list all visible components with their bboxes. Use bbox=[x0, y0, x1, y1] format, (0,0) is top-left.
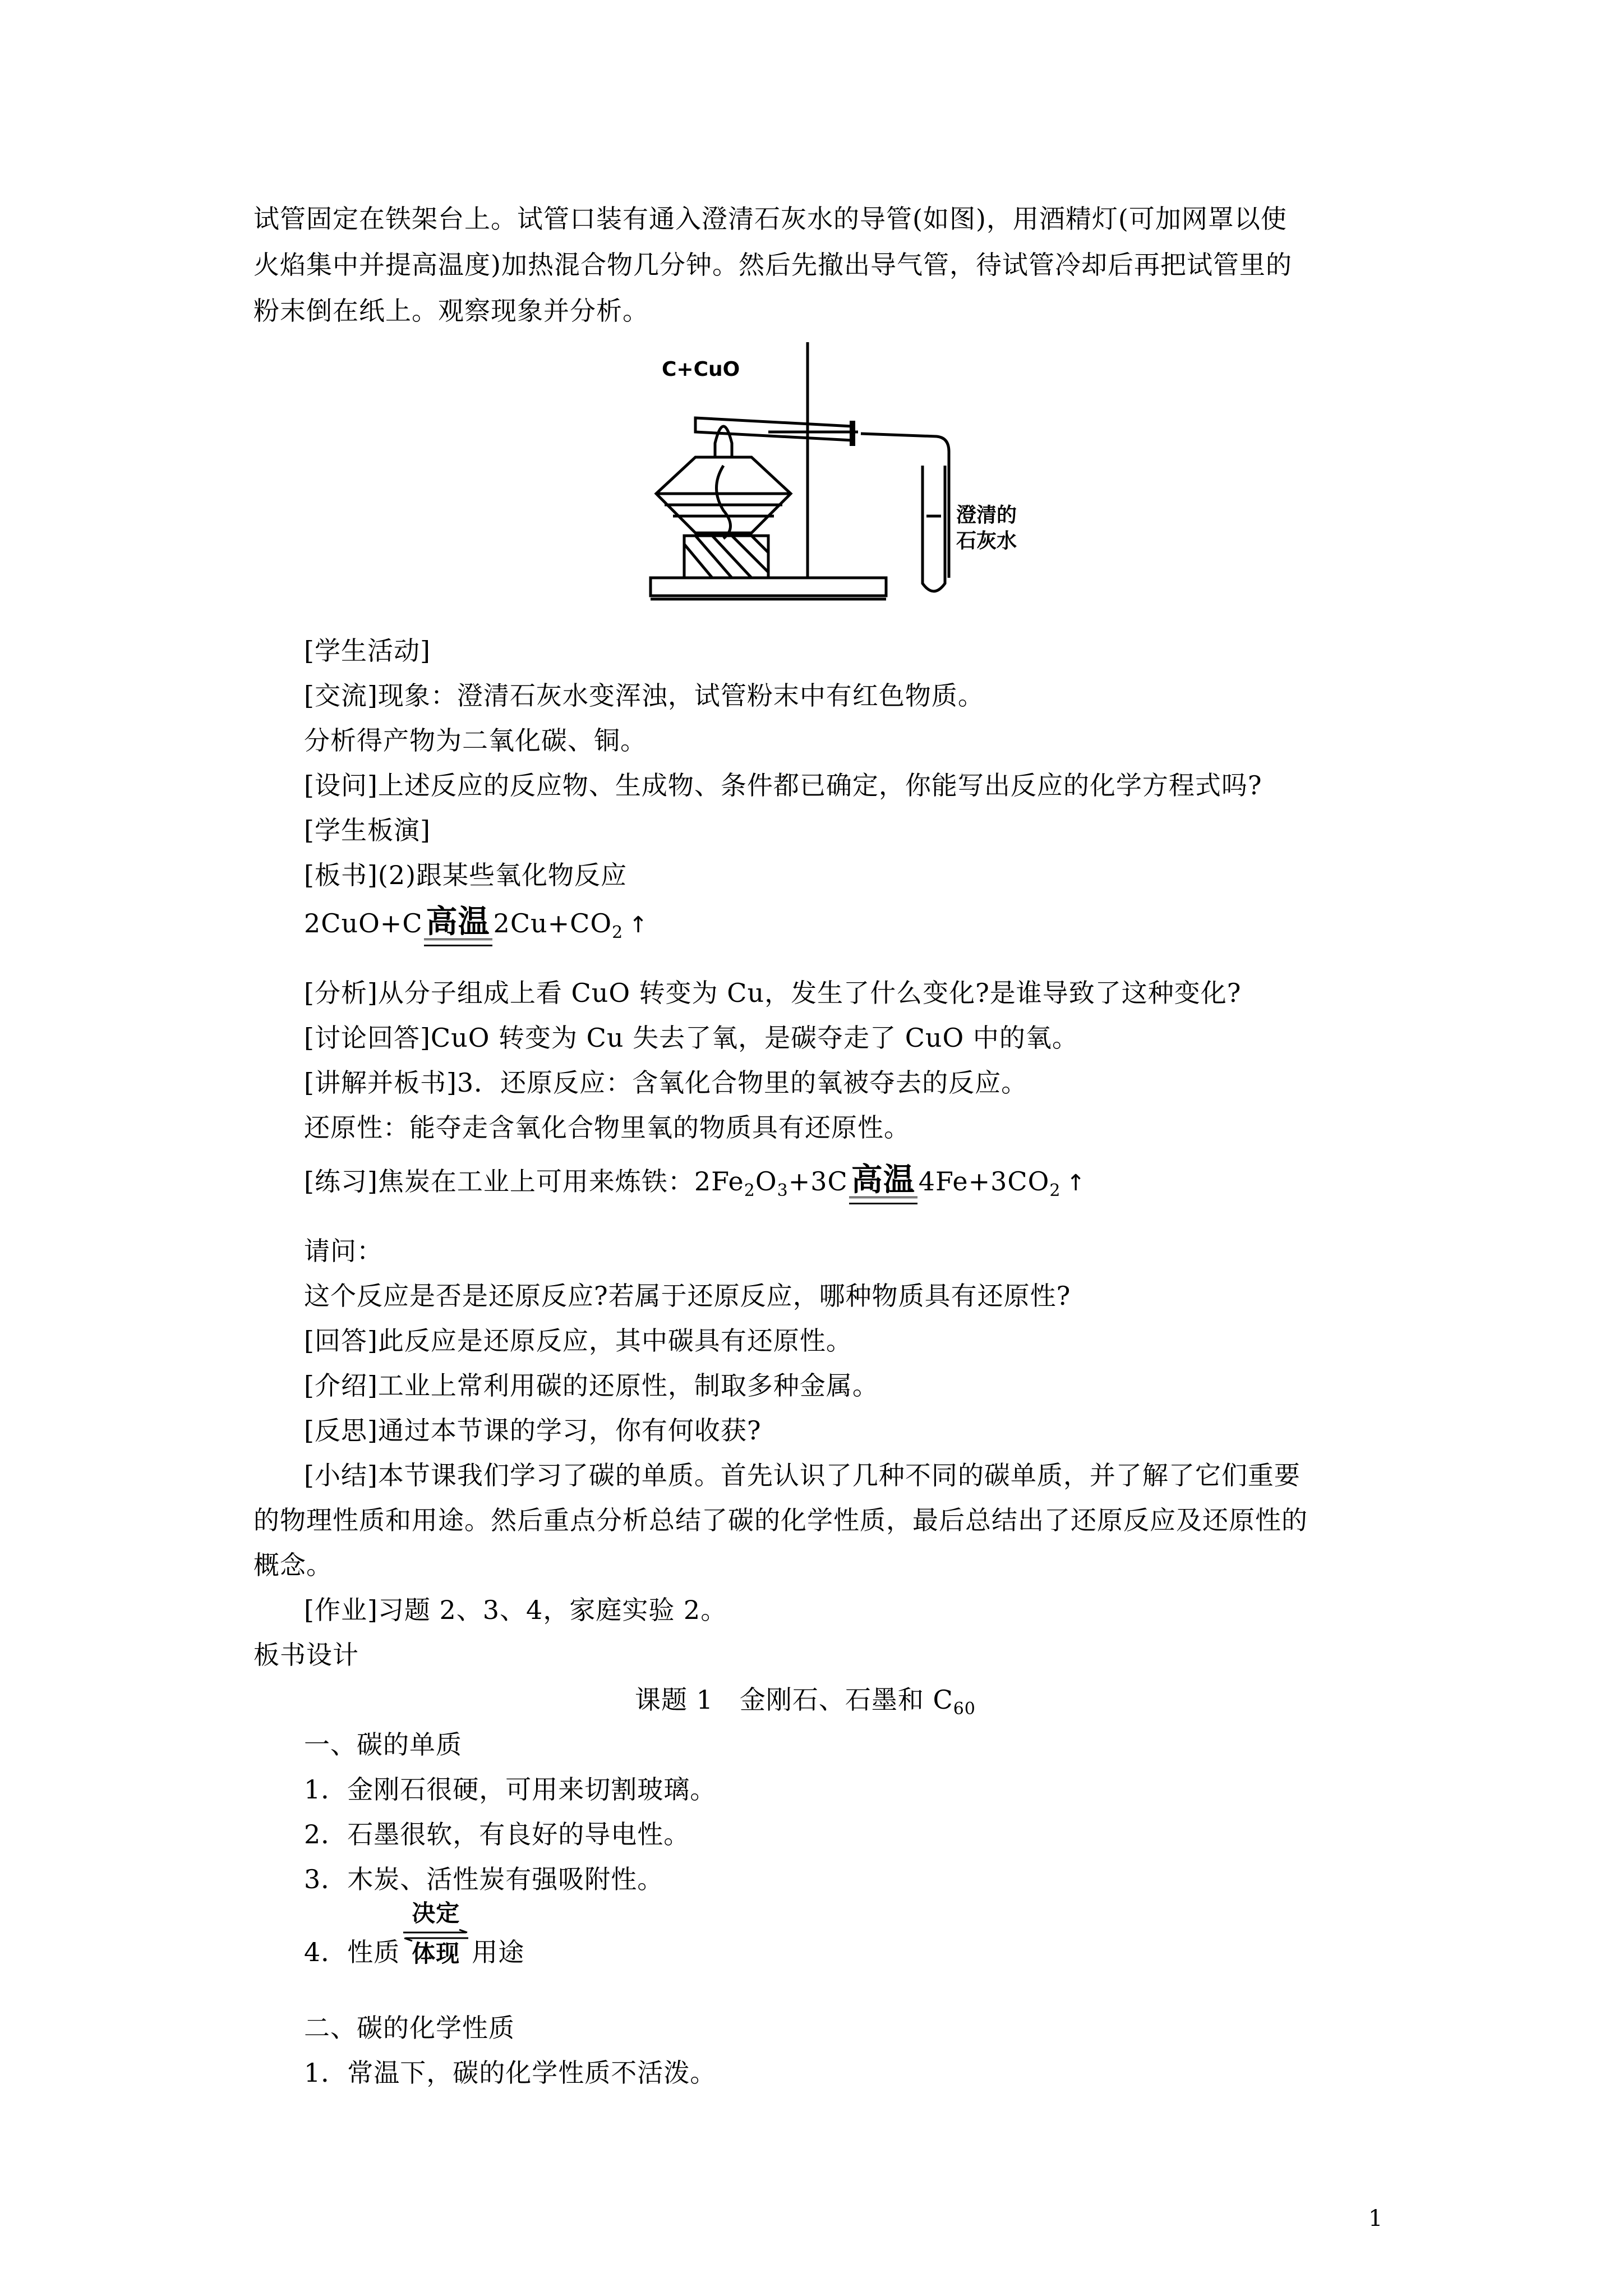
intro-line-1: 试管固定在铁架台上。试管口装有通入澄清石灰水的导管(如图)，用酒精灯(可加网罩以使 bbox=[253, 204, 1287, 234]
exercise-prefix: [练习]焦炭在工业上可用来炼铁：2Fe bbox=[304, 1166, 744, 1197]
exercise-sub2: 3 bbox=[777, 1181, 789, 1200]
relation-arrows bbox=[401, 1899, 471, 1969]
eq1-right-sub: 2 bbox=[612, 923, 624, 942]
apparatus-figure bbox=[639, 331, 1017, 611]
exercise-right-sub: 2 bbox=[1049, 1181, 1061, 1200]
exercise-mid1: O bbox=[755, 1166, 777, 1197]
board-design-heading: 板书设计 bbox=[253, 1640, 359, 1670]
ask-question: 这个反应是否是还原反应?若属于还原反应，哪种物质具有还原性? bbox=[304, 1281, 1071, 1311]
board-title-sub: 60 bbox=[953, 1699, 976, 1719]
discussion-line: [讨论回答]CuO 转变为 Cu 失去了氧，是碳夺走了 CuO 中的氧。 bbox=[304, 1023, 1078, 1053]
board-item-4 bbox=[304, 1899, 525, 1980]
label-limewater-1: 澄清的 bbox=[956, 504, 1017, 527]
board-item-1: 1．金刚石很硬，可用来切割玻璃。 bbox=[304, 1774, 717, 1805]
board-item-4-suffix: 用途 bbox=[472, 1937, 525, 1967]
eq1-left: 2CuO+C bbox=[304, 908, 423, 938]
relation-top-label: 决定 bbox=[412, 1899, 460, 1927]
ask-line: 请问： bbox=[304, 1236, 383, 1266]
exercise-line bbox=[304, 1164, 1086, 1200]
question-line: [设问]上述反应的反应物、生成物、条件都已确定，你能写出反应的化学方程式吗? bbox=[304, 770, 1262, 800]
summary-line-2: 的物理性质和用途。然后重点分析总结了碳的化学性质，最后总结出了还原反应及还原性的 bbox=[253, 1505, 1308, 1535]
board-item-j1: 1．常温下，碳的化学性质不活泼。 bbox=[304, 2058, 717, 2088]
exercise-sub1: 2 bbox=[744, 1181, 755, 1200]
board-item-2: 2．石墨很软，有良好的导电性。 bbox=[304, 1819, 690, 1849]
reflect-line: [反思]通过本节课的学习，你有何收获? bbox=[304, 1415, 762, 1446]
double-arrow-icon bbox=[401, 1930, 471, 1941]
label-limewater-2: 石灰水 bbox=[956, 530, 1017, 553]
board-item-3: 3．木炭、活性炭有强吸附性。 bbox=[304, 1864, 664, 1894]
board-item-4-prefix: 4．性质 bbox=[304, 1937, 400, 1967]
equation-1 bbox=[304, 906, 648, 942]
answer-line: [回答]此反应是还原反应，其中碳具有还原性。 bbox=[304, 1326, 852, 1356]
analysis-line: [分析]从分子组成上看 CuO 转变为 Cu，发生了什么变化?是谁导致了这种变化? bbox=[304, 978, 1242, 1008]
exercise-condition: 高温 bbox=[849, 1164, 917, 1198]
board-heading-2: 二、碳的化学性质 bbox=[304, 2013, 515, 2043]
analysis-products: 分析得产物为二氧化碳、铜。 bbox=[304, 725, 647, 756]
summary-line-3: 概念。 bbox=[253, 1550, 333, 1580]
student-activity: [学生活动] bbox=[304, 636, 431, 666]
exercise-right: 4Fe+3CO bbox=[918, 1166, 1050, 1197]
board-2: [板书](2)跟某些氧化物反应 bbox=[304, 860, 628, 890]
board-title-text: 课题 1 金刚石、石墨和 C bbox=[635, 1685, 953, 1715]
board-heading-1: 一、碳的单质 bbox=[304, 1729, 462, 1760]
homework-line: [作业]习题 2、3、4，家庭实验 2。 bbox=[304, 1595, 727, 1625]
relation-bottom-label: 体现 bbox=[412, 1940, 460, 1967]
student-board: [学生板演] bbox=[304, 815, 431, 845]
eq1-gas-arrow: ↑ bbox=[629, 912, 648, 938]
label-reactants: C+CuO bbox=[662, 358, 740, 381]
exchange-line: [交流]现象：澄清石灰水变浑浊，试管粉末中有红色物质。 bbox=[304, 680, 984, 711]
board-title bbox=[635, 1683, 976, 1717]
summary-line-1: [小结]本节课我们学习了碳的单质。首先认识了几种不同的碳单质，并了解了它们重要 bbox=[304, 1460, 1301, 1490]
exercise-gas-arrow: ↑ bbox=[1066, 1170, 1086, 1196]
exercise-mid2: +3C bbox=[788, 1166, 848, 1197]
page-number: 1 bbox=[1368, 2206, 1384, 2231]
intro-line-2: 火焰集中并提高温度)加热混合物几分钟。然后先撤出导气管，待试管冷却后再把试管里的 bbox=[253, 250, 1292, 280]
reducibility-line: 还原性：能夺走含氧化合物里氧的物质具有还原性。 bbox=[304, 1112, 910, 1143]
intro-use-line: [介绍]工业上常利用碳的还原性，制取多种金属。 bbox=[304, 1370, 879, 1401]
intro-line-3: 粉末倒在纸上。观察现象并分析。 bbox=[253, 296, 649, 326]
explain-line: [讲解并板书]3．还原反应：含氧化合物里的氧被夺去的反应。 bbox=[304, 1068, 1028, 1098]
eq1-condition: 高温 bbox=[424, 906, 492, 940]
eq1-right: 2Cu+CO bbox=[493, 908, 612, 938]
